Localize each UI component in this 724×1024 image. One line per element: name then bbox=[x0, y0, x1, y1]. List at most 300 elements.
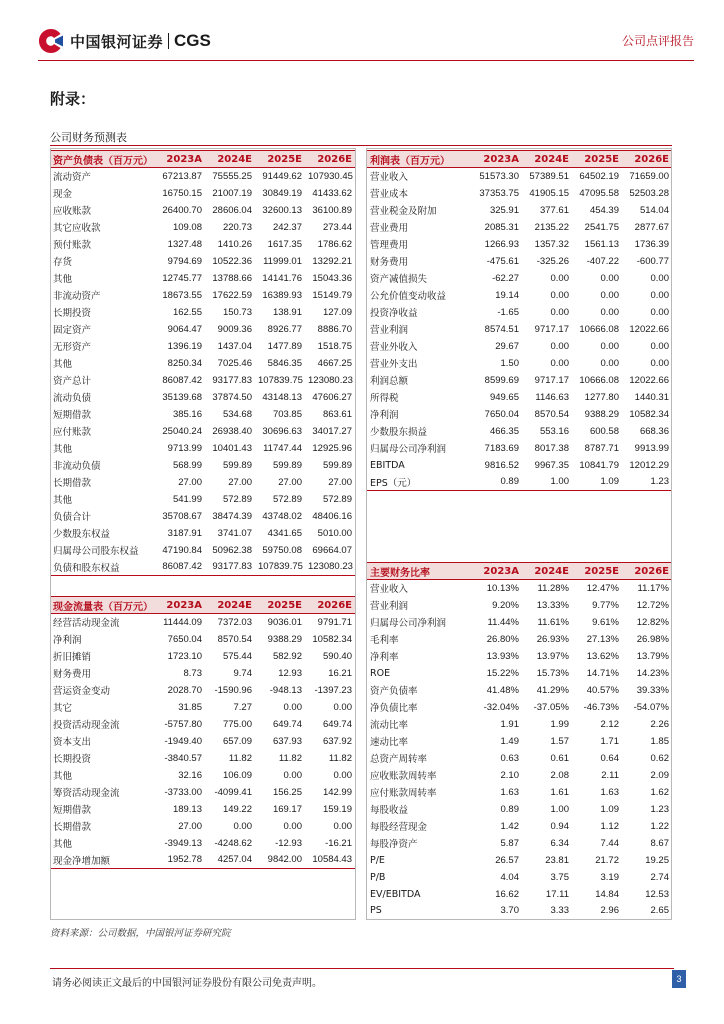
value-cell: 4667.25 bbox=[317, 357, 352, 369]
value-cell: 0.00 bbox=[650, 289, 669, 301]
value-cell: 12.72% bbox=[636, 599, 669, 611]
value-cell: 21.72 bbox=[595, 854, 619, 866]
value-cell: -475.61 bbox=[486, 255, 519, 267]
right-frame bbox=[366, 148, 672, 920]
value-cell: 1.85 bbox=[650, 735, 669, 747]
value-cell: 9842.00 bbox=[255, 852, 305, 869]
value-cell: 26.98% bbox=[636, 633, 669, 645]
value-cell: 1266.93 bbox=[484, 238, 519, 250]
row-label: ROE bbox=[370, 667, 391, 679]
value-cell: 12022.66 bbox=[629, 374, 669, 386]
row-label: 非流动负债 bbox=[53, 461, 101, 472]
value-cell: 12022.66 bbox=[629, 323, 669, 335]
row-label: 负债和股东权益 bbox=[50, 559, 155, 576]
value-cell: 8.67 bbox=[650, 837, 669, 849]
value-cell: 2085.31 bbox=[484, 221, 519, 233]
value-cell: 26.93% bbox=[536, 633, 569, 645]
value-cell: 1.22 bbox=[650, 820, 669, 832]
row-label: 营业外支出 bbox=[370, 359, 418, 370]
row-label: 财务费用 bbox=[53, 669, 92, 680]
row-label: 其他 bbox=[53, 359, 73, 370]
row-label: 其他 bbox=[53, 444, 73, 455]
value-cell: 9713.99 bbox=[167, 442, 202, 454]
row-label: 应收账款 bbox=[53, 206, 92, 217]
value-cell: 1561.13 bbox=[584, 238, 619, 250]
year-header-cell: 2023A bbox=[472, 151, 522, 168]
section-label: 公司财务预测表 bbox=[50, 131, 127, 144]
value-cell: 10584.43 bbox=[305, 852, 355, 869]
row-label: 每股净资产 bbox=[370, 839, 418, 850]
value-cell: 9036.01 bbox=[267, 616, 302, 628]
value-cell: 7650.04 bbox=[167, 633, 202, 645]
year-header-cell: 2025E bbox=[255, 151, 305, 168]
value-cell: 1.49 bbox=[500, 735, 519, 747]
value-cell: 25040.24 bbox=[162, 425, 202, 437]
value-cell: 12.47% bbox=[586, 582, 619, 594]
value-cell: 9816.52 bbox=[484, 459, 519, 471]
year-header-cell: 2025E bbox=[572, 151, 622, 168]
value-cell: 0.00 bbox=[333, 820, 352, 832]
value-cell: 67213.87 bbox=[162, 170, 202, 182]
value-cell: 9794.69 bbox=[167, 255, 202, 267]
value-cell: 0.00 bbox=[600, 340, 619, 352]
value-cell: 13788.66 bbox=[212, 272, 252, 284]
value-cell: 47606.27 bbox=[312, 391, 352, 403]
value-cell: 242.37 bbox=[272, 221, 302, 233]
value-cell: 12012.29 bbox=[629, 459, 669, 471]
value-cell: -1.65 bbox=[497, 306, 519, 318]
value-cell: 5010.00 bbox=[317, 527, 352, 539]
row-label: 资产减值损失 bbox=[370, 274, 428, 285]
value-cell: 64502.19 bbox=[579, 170, 619, 182]
row-label: EV/EBITDA bbox=[370, 888, 421, 900]
value-cell: 8570.54 bbox=[534, 408, 569, 420]
value-cell: 11.82 bbox=[278, 752, 302, 764]
value-cell: 86087.42 bbox=[155, 559, 205, 576]
value-cell: 15149.79 bbox=[312, 289, 352, 301]
value-cell: 9717.17 bbox=[534, 323, 569, 335]
value-cell: 9967.35 bbox=[534, 459, 569, 471]
value-cell: 1.23 bbox=[622, 474, 672, 491]
page-header bbox=[0, 0, 724, 62]
row-label: 筹资活动现金流 bbox=[53, 788, 120, 799]
row-label: 长期借款 bbox=[53, 822, 92, 833]
value-cell: -4248.62 bbox=[214, 837, 252, 849]
value-cell: 159.19 bbox=[322, 803, 352, 815]
value-cell: 7183.69 bbox=[484, 442, 519, 454]
value-cell: 30696.63 bbox=[262, 425, 302, 437]
value-cell: 1.00 bbox=[522, 474, 572, 491]
value-cell: 17.11 bbox=[545, 888, 569, 900]
value-cell: 37874.50 bbox=[212, 391, 252, 403]
left-frame bbox=[50, 148, 356, 920]
value-cell: 9791.71 bbox=[317, 616, 352, 628]
value-cell: 553.16 bbox=[539, 425, 569, 437]
value-cell: -46.73% bbox=[583, 701, 619, 713]
row-label: 营业收入 bbox=[370, 584, 409, 596]
value-cell: 35139.68 bbox=[162, 391, 202, 403]
row-label: 净利润 bbox=[53, 635, 82, 646]
value-cell: 10841.79 bbox=[579, 459, 619, 471]
value-cell: 150.73 bbox=[222, 306, 252, 318]
header-divider bbox=[38, 60, 694, 61]
value-cell: 10401.43 bbox=[212, 442, 252, 454]
row-label: 投资净收益 bbox=[370, 308, 418, 319]
value-cell: 466.35 bbox=[489, 425, 519, 437]
value-cell: 0.00 bbox=[600, 306, 619, 318]
value-cell: 41.29% bbox=[536, 684, 569, 696]
value-cell: 4257.04 bbox=[205, 852, 255, 869]
brand-name-cn: 中国银河证券 bbox=[70, 32, 164, 51]
value-cell: 10582.34 bbox=[629, 408, 669, 420]
value-cell: 10666.08 bbox=[579, 323, 619, 335]
value-cell: 8574.51 bbox=[484, 323, 519, 335]
value-cell: 34017.27 bbox=[312, 425, 352, 437]
value-cell: 7.44 bbox=[600, 837, 619, 849]
value-cell: 14.84 bbox=[595, 888, 619, 900]
section-divider bbox=[50, 145, 672, 146]
value-cell: 0.00 bbox=[333, 769, 352, 781]
value-cell: 1.62 bbox=[650, 786, 669, 798]
row-label: 营业利润 bbox=[370, 325, 409, 336]
value-cell: 0.94 bbox=[550, 820, 569, 832]
value-cell: -5757.80 bbox=[164, 718, 202, 730]
value-cell: 0.00 bbox=[550, 306, 569, 318]
value-cell: 1.63 bbox=[600, 786, 619, 798]
row-label: 归属母公司股东权益 bbox=[53, 546, 139, 557]
value-cell: 43148.13 bbox=[262, 391, 302, 403]
value-cell: 575.44 bbox=[222, 650, 252, 662]
row-label: 净负债比率 bbox=[370, 703, 418, 714]
row-label: P/E bbox=[370, 854, 385, 866]
year-header-cell: 2025E bbox=[572, 563, 622, 580]
value-cell: 1.91 bbox=[500, 718, 519, 730]
value-cell: 10582.34 bbox=[312, 633, 352, 645]
value-cell: 8886.70 bbox=[317, 323, 352, 335]
value-cell: 13.93% bbox=[486, 650, 519, 662]
value-cell: 106.09 bbox=[222, 769, 252, 781]
cgs-logo-icon bbox=[38, 28, 64, 54]
value-cell: 1786.62 bbox=[317, 238, 352, 250]
brand-name-en: CGS bbox=[174, 31, 211, 50]
value-cell: 9.20% bbox=[492, 599, 519, 611]
value-cell: 649.74 bbox=[322, 718, 352, 730]
value-cell: 2.74 bbox=[650, 871, 669, 883]
value-cell: 1.99 bbox=[550, 718, 569, 730]
source-note: 资料来源：公司数据，中国银河证券研究院 bbox=[50, 928, 231, 939]
value-cell: 41433.62 bbox=[312, 187, 352, 199]
row-label: 其他 bbox=[53, 839, 73, 850]
value-cell: 138.91 bbox=[272, 306, 302, 318]
row-label: 负债合计 bbox=[53, 512, 92, 523]
value-cell: 1.61 bbox=[550, 786, 569, 798]
value-cell: 0.00 bbox=[283, 701, 302, 713]
row-label: 现金 bbox=[53, 189, 73, 200]
value-cell: 10.13% bbox=[486, 582, 519, 594]
value-cell: 37353.75 bbox=[479, 187, 519, 199]
value-cell: 599.89 bbox=[322, 459, 352, 471]
row-label: 其他 bbox=[53, 495, 73, 506]
row-label: 其他 bbox=[53, 274, 73, 285]
value-cell: 9.61% bbox=[592, 616, 619, 628]
value-cell: 169.17 bbox=[272, 803, 302, 815]
value-cell: 9913.99 bbox=[634, 442, 669, 454]
value-cell: 10666.08 bbox=[579, 374, 619, 386]
value-cell: 11.82 bbox=[228, 752, 252, 764]
value-cell: 43748.02 bbox=[262, 510, 302, 522]
value-cell: 454.39 bbox=[589, 204, 619, 216]
value-cell: 14.71% bbox=[586, 667, 619, 679]
value-cell: 109.08 bbox=[172, 221, 202, 233]
value-cell: 107930.45 bbox=[308, 170, 353, 182]
value-cell: 16.62 bbox=[495, 888, 519, 900]
value-cell: 27.00 bbox=[178, 820, 202, 832]
value-cell: 71659.00 bbox=[629, 170, 669, 182]
value-cell: 0.00 bbox=[333, 701, 352, 713]
value-cell: 0.00 bbox=[283, 769, 302, 781]
value-cell: 0.63 bbox=[500, 752, 519, 764]
table-title-cell: 资产负债表（百万元） bbox=[50, 151, 155, 168]
value-cell: 21007.19 bbox=[212, 187, 252, 199]
row-label: 营业成本 bbox=[370, 189, 409, 200]
value-cell: 8017.38 bbox=[534, 442, 569, 454]
value-cell: 123080.23 bbox=[308, 374, 353, 386]
value-cell: 13.33% bbox=[536, 599, 569, 611]
value-cell: 3.33 bbox=[522, 903, 572, 920]
value-cell: 31.85 bbox=[178, 701, 202, 713]
value-cell: 19.14 bbox=[495, 289, 519, 301]
value-cell: 8926.77 bbox=[267, 323, 302, 335]
year-header-cell: 2026E bbox=[622, 151, 672, 168]
value-cell: 5846.35 bbox=[267, 357, 302, 369]
value-cell: 1357.32 bbox=[534, 238, 569, 250]
row-label: 少数股东损益 bbox=[370, 427, 428, 438]
value-cell: 572.89 bbox=[222, 493, 252, 505]
value-cell: 0.62 bbox=[650, 752, 669, 764]
value-cell: 52503.28 bbox=[629, 187, 669, 199]
value-cell: 0.00 bbox=[650, 340, 669, 352]
row-label: 非流动资产 bbox=[53, 291, 101, 302]
value-cell: 93177.83 bbox=[205, 559, 255, 576]
value-cell: 572.89 bbox=[322, 493, 352, 505]
value-cell: 9717.17 bbox=[534, 374, 569, 386]
value-cell: 69664.07 bbox=[312, 544, 352, 556]
value-cell: 26.57 bbox=[495, 854, 519, 866]
value-cell: 18673.55 bbox=[162, 289, 202, 301]
year-header-cell: 2024E bbox=[205, 597, 255, 614]
value-cell: 156.25 bbox=[272, 786, 302, 798]
row-label: 总资产周转率 bbox=[370, 754, 428, 765]
row-label: 投资活动现金流 bbox=[53, 720, 120, 731]
value-cell: 2028.70 bbox=[167, 684, 202, 696]
row-label: 长期投资 bbox=[53, 308, 92, 319]
value-cell: 107839.75 bbox=[258, 374, 303, 386]
value-cell: 0.00 bbox=[650, 306, 669, 318]
value-cell: 12.53 bbox=[645, 888, 669, 900]
value-cell: 38474.39 bbox=[212, 510, 252, 522]
row-label: EBITDA bbox=[370, 459, 405, 471]
row-label: 资本支出 bbox=[53, 737, 92, 748]
value-cell: 47095.58 bbox=[579, 187, 619, 199]
value-cell: 1146.63 bbox=[535, 391, 569, 403]
value-cell: 5.87 bbox=[500, 837, 519, 849]
value-cell: 9064.47 bbox=[167, 323, 202, 335]
row-label: 财务费用 bbox=[370, 257, 409, 268]
value-cell: 12.82% bbox=[636, 616, 669, 628]
row-label: 其他 bbox=[53, 771, 73, 782]
value-cell: 590.40 bbox=[322, 650, 352, 662]
value-cell: 8.73 bbox=[183, 667, 202, 679]
value-cell: 9.74 bbox=[233, 667, 252, 679]
value-cell: 1410.26 bbox=[217, 238, 252, 250]
value-cell: 11.17% bbox=[637, 582, 669, 594]
value-cell: 649.74 bbox=[272, 718, 302, 730]
table-title-cell: 利润表（百万元） bbox=[367, 151, 472, 168]
value-cell: 541.99 bbox=[172, 493, 202, 505]
value-cell: 1477.89 bbox=[267, 340, 302, 352]
value-cell: 86087.42 bbox=[162, 374, 202, 386]
value-cell: -16.21 bbox=[325, 837, 352, 849]
value-cell: 12.93 bbox=[278, 667, 302, 679]
row-label: 所得税 bbox=[370, 393, 399, 404]
value-cell: 23.81 bbox=[545, 854, 569, 866]
value-cell: 1.09 bbox=[600, 803, 619, 815]
table-title-cell: 现金流量表（百万元） bbox=[50, 597, 155, 614]
footer-disclaimer: 请务必阅读正文最后的中国银河证券股份有限公司免责声明。 bbox=[52, 978, 322, 989]
value-cell: 11444.09 bbox=[163, 616, 202, 628]
value-cell: 0.00 bbox=[600, 357, 619, 369]
value-cell: -4099.41 bbox=[214, 786, 252, 798]
row-label: 无形资产 bbox=[53, 342, 92, 353]
year-header-cell: 2025E bbox=[255, 597, 305, 614]
value-cell: 949.65 bbox=[489, 391, 519, 403]
value-cell: 27.00 bbox=[228, 476, 252, 488]
value-cell: -54.07% bbox=[633, 701, 669, 713]
value-cell: 599.89 bbox=[272, 459, 302, 471]
value-cell: 10522.36 bbox=[212, 255, 252, 267]
year-header-cell: 2026E bbox=[622, 563, 672, 580]
row-label: 营业收入 bbox=[370, 172, 409, 184]
table-title-cell: 主要财务比率 bbox=[367, 563, 472, 580]
row-label: 每股经营现金 bbox=[370, 822, 428, 833]
value-cell: 2.96 bbox=[572, 903, 622, 920]
value-cell: 1.23 bbox=[650, 803, 669, 815]
value-cell: 41905.15 bbox=[529, 187, 569, 199]
value-cell: 572.89 bbox=[272, 493, 302, 505]
value-cell: 9.77% bbox=[592, 599, 619, 611]
value-cell: 2.08 bbox=[550, 769, 569, 781]
value-cell: 59750.08 bbox=[262, 544, 302, 556]
value-cell: 39.33% bbox=[636, 684, 669, 696]
row-label: 每股收益 bbox=[370, 805, 409, 816]
value-cell: 149.22 bbox=[222, 803, 252, 815]
value-cell: 0.00 bbox=[650, 357, 669, 369]
value-cell: -12.93 bbox=[275, 837, 302, 849]
value-cell: 1277.80 bbox=[584, 391, 619, 403]
row-label: 净利润 bbox=[370, 410, 399, 421]
value-cell: 0.89 bbox=[500, 803, 519, 815]
row-label: 长期投资 bbox=[53, 754, 92, 765]
value-cell: 1327.48 bbox=[167, 238, 202, 250]
value-cell: 57389.51 bbox=[529, 170, 569, 182]
value-cell: 0.61 bbox=[550, 752, 569, 764]
value-cell: 2.10 bbox=[500, 769, 519, 781]
row-label: PS bbox=[367, 903, 472, 920]
value-cell: 1736.39 bbox=[634, 238, 669, 250]
row-label: 长期借款 bbox=[53, 478, 92, 489]
row-label: 其它 bbox=[53, 703, 73, 714]
value-cell: 7372.03 bbox=[217, 616, 252, 628]
row-label: 短期借款 bbox=[53, 410, 92, 421]
value-cell: 2541.75 bbox=[584, 221, 619, 233]
value-cell: 15.22% bbox=[486, 667, 519, 679]
value-cell: 11.44% bbox=[487, 616, 519, 628]
value-cell: 534.68 bbox=[222, 408, 252, 420]
row-label: 应付账款 bbox=[53, 427, 92, 438]
value-cell: 1.00 bbox=[550, 803, 569, 815]
value-cell: 27.00 bbox=[328, 476, 352, 488]
value-cell: 32.16 bbox=[178, 769, 202, 781]
row-label: P/B bbox=[370, 871, 386, 883]
row-label: 营业费用 bbox=[370, 223, 409, 234]
row-label: 管理费用 bbox=[370, 240, 409, 251]
value-cell: 377.61 bbox=[539, 204, 569, 216]
value-cell: 27.00 bbox=[178, 476, 202, 488]
value-cell: 1437.04 bbox=[217, 340, 252, 352]
year-header-cell: 2024E bbox=[522, 151, 572, 168]
row-label: 经营活动现金流 bbox=[53, 618, 120, 630]
row-label: 流动负债 bbox=[53, 393, 92, 404]
value-cell: 27.13% bbox=[586, 633, 619, 645]
value-cell: 2.12 bbox=[600, 718, 619, 730]
value-cell: 41.48% bbox=[486, 684, 519, 696]
row-label: 应收账款周转率 bbox=[370, 771, 437, 782]
value-cell: 0.00 bbox=[600, 289, 619, 301]
value-cell: 0.00 bbox=[600, 272, 619, 284]
value-cell: 385.16 bbox=[172, 408, 202, 420]
row-label: 固定资产 bbox=[53, 325, 92, 336]
year-header-cell: 2024E bbox=[205, 151, 255, 168]
row-label: 公允价值变动收益 bbox=[370, 291, 447, 302]
value-cell: -1949.40 bbox=[164, 735, 202, 747]
value-cell: 0.00 bbox=[650, 272, 669, 284]
row-label: 营业利润 bbox=[370, 601, 409, 612]
year-header-cell: 2026E bbox=[305, 597, 355, 614]
value-cell: 9009.36 bbox=[217, 323, 252, 335]
row-label: 资产负债率 bbox=[370, 686, 418, 697]
value-cell: 40.57% bbox=[586, 684, 619, 696]
value-cell: 48406.16 bbox=[312, 510, 352, 522]
value-cell: 93177.83 bbox=[212, 374, 252, 386]
value-cell: -600.77 bbox=[636, 255, 669, 267]
value-cell: 2135.22 bbox=[534, 221, 569, 233]
value-cell: 599.89 bbox=[222, 459, 252, 471]
value-cell: 11.28% bbox=[537, 582, 569, 594]
value-cell: 13.79% bbox=[636, 650, 669, 662]
value-cell: 13292.21 bbox=[312, 255, 352, 267]
value-cell: 1.71 bbox=[600, 735, 619, 747]
row-label: 应付账款周转率 bbox=[370, 788, 437, 799]
value-cell: 15043.36 bbox=[312, 272, 352, 284]
value-cell: 9388.29 bbox=[584, 408, 619, 420]
value-cell: 189.13 bbox=[172, 803, 202, 815]
value-cell: -3949.13 bbox=[164, 837, 202, 849]
value-cell: 26938.40 bbox=[212, 425, 252, 437]
value-cell: 142.99 bbox=[322, 786, 352, 798]
value-cell: 6.34 bbox=[550, 837, 569, 849]
value-cell: 17622.59 bbox=[212, 289, 252, 301]
row-label: 营业税金及附加 bbox=[370, 206, 437, 217]
